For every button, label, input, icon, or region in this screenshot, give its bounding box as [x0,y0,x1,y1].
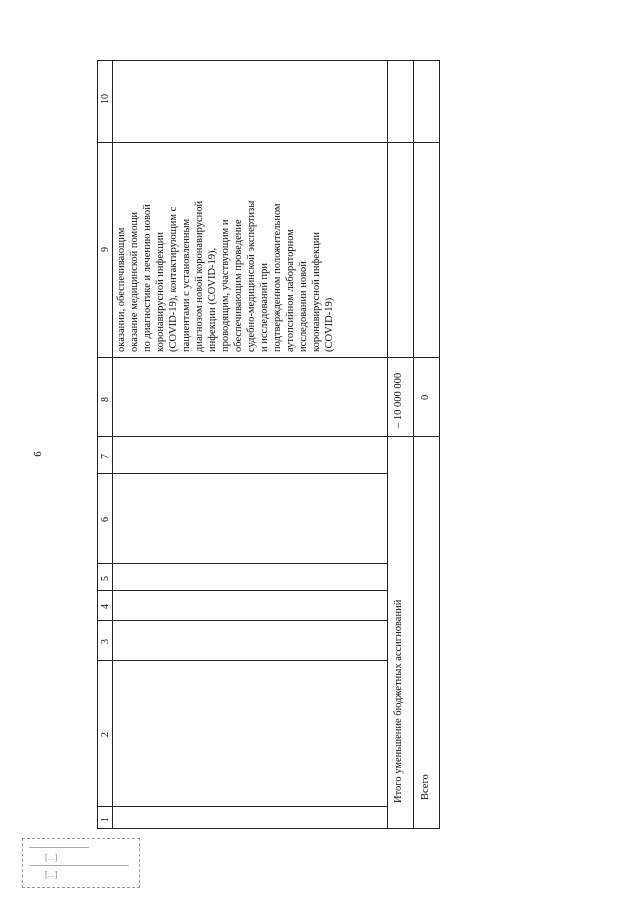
document-stamp [22,838,140,888]
col-divider-3-4 [97,620,388,621]
col9-line: коронавирусной инфекции [311,232,322,352]
col9-line: аутопсийном лабораторном [285,229,296,352]
col9-line: подтвержденном положительном [272,203,283,352]
total-row-divider [413,60,414,829]
col-divider-9-10 [97,142,440,143]
col-divider-6-7 [97,473,388,474]
col9-line: исследовании новой [298,261,309,352]
col-header-7: 7 [100,454,111,459]
col9-line: (COVID-19), контактирующим с [168,206,179,352]
col-header-10: 10 [100,94,111,104]
col9-line: (COVID-19) [324,297,335,352]
table-border-right [439,60,440,829]
col-header-3: 3 [100,639,111,644]
col-divider-7-8 [97,436,440,437]
col9-line: проводящим, участвующим и [220,219,231,352]
col9-description [115,201,336,352]
total-decrease-value: – 10 000 000 [393,372,404,428]
header-row-divider [112,60,113,829]
subtotal-row-divider [387,60,388,829]
col9-line: пациентами с установленным [181,218,192,352]
col-header-8: 8 [100,397,111,402]
col9-line: и исследований при [259,263,270,352]
col-header-1: 1 [100,817,111,822]
grand-total-label: Всего [420,774,431,800]
col-divider-2-3 [97,660,388,661]
stamp-line [29,865,129,866]
stamp-text: […] [45,870,58,879]
page-number: 6 [32,451,44,457]
col9-line: обеспечивающим проведение [233,219,244,352]
table-border-bottom [97,828,440,829]
stamp-text: […] [45,853,58,862]
grand-total-value: 0 [420,394,431,400]
col9-line: судебно-медицинской экспертизы [246,200,257,352]
col-divider-4-5 [97,590,388,591]
col-divider-5-6 [97,563,388,564]
col-header-2: 2 [100,732,111,737]
col9-line: оказание медицинской помощи [129,211,140,352]
table-border-top [97,60,440,61]
col-header-9: 9 [100,247,111,252]
col9-line: оказании, обеспечивающим [116,227,127,352]
col-divider-8-9 [97,357,440,358]
col-header-4: 4 [100,604,111,609]
col-header-5: 5 [100,576,111,581]
total-decrease-label: Итого уменьшение бюджетных ассигнований [393,599,404,803]
col9-line: по диагностике и лечению новой [142,204,153,352]
col9-line: коронавирусной инфекции [155,232,166,352]
col-divider-1-2 [97,806,388,807]
stamp-line [29,847,89,848]
table-border-left [97,60,98,829]
col-header-6: 6 [100,517,111,522]
col9-line: диагнозом новой коронавирусной [194,200,205,352]
col9-line: инфекции (COVID-19), [207,247,218,352]
